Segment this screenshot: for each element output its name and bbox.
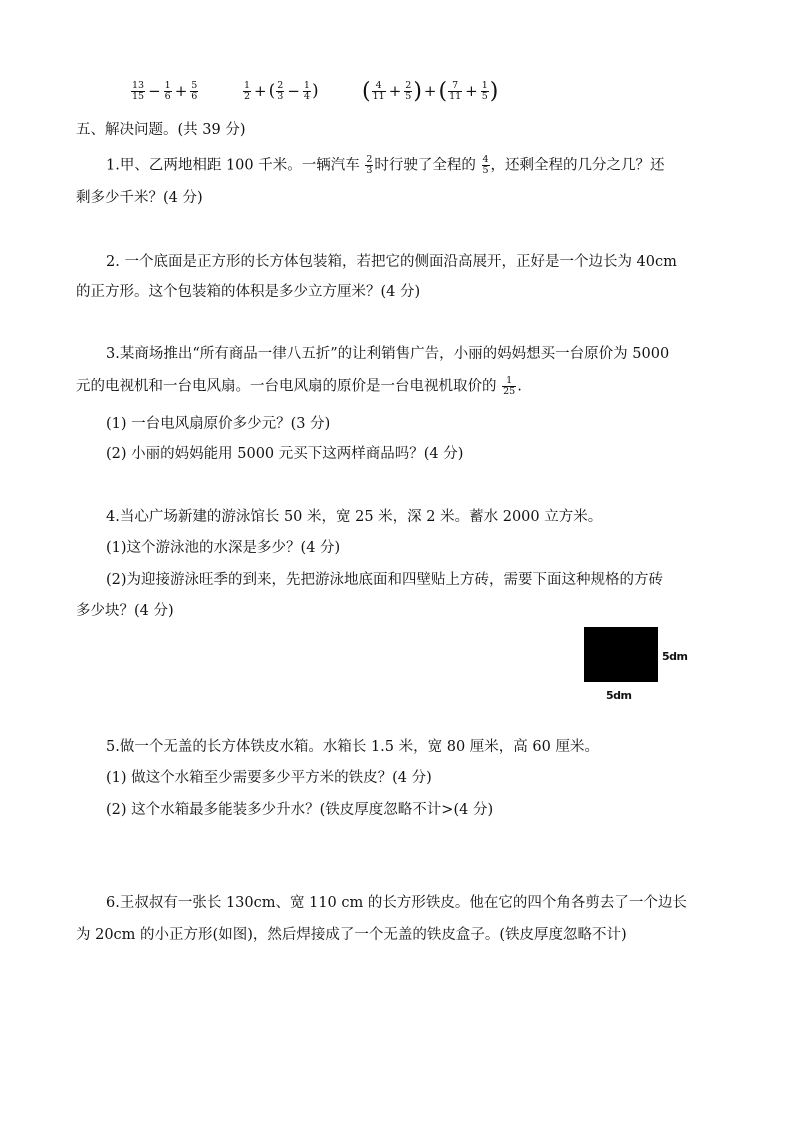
question-3-line-2 <box>76 376 522 397</box>
parenthesis: ( <box>362 78 371 104</box>
fraction: $\frac{1}{2}$ <box>244 79 251 102</box>
parenthesis: ( <box>438 78 448 104</box>
question-5-line-1: 5.做一个无盖的长方体铁皮水箱。水箱长 1.5 米，宽 80 厘米，高 60 厘米。 <box>106 739 599 755</box>
operator: + <box>465 82 478 100</box>
question-4-sub-2-line-2: 多少块？(4 分) <box>76 603 174 619</box>
expression-2 <box>242 76 319 106</box>
q1-text-c: ，还剩全程的几分之几？还 <box>490 157 665 174</box>
parenthesis: ( <box>268 81 276 101</box>
q3-fraction: $\frac{1}{25}$ <box>503 375 516 397</box>
operator: + <box>254 82 267 100</box>
section-title: 五、解决问题。(共 39 分) <box>76 122 246 138</box>
question-2-line-1: 2. 一个底面是正方形的长方体包装箱，若把它的侧面沿高展开，正好是一个边长为 40cm <box>106 254 677 270</box>
question-1-line-2: 剩多少千米？(4 分) <box>76 190 203 206</box>
question-3-sub-1: (1) 一台电风扇原价多少元？(3 分) <box>106 416 331 432</box>
fraction: $\frac{1}{5}$ <box>481 79 488 102</box>
question-5-sub-2: (2) 这个水箱最多能装多少升水？(铁皮厚度忽略不计>(4 分) <box>106 802 494 818</box>
question-4-line-1: 4.当心广场新建的游泳馆长 50 米，宽 25 米，深 2 米。蓄水 2000 立方米。 <box>106 509 603 525</box>
q3-text-b: . <box>517 378 522 395</box>
operator: + <box>174 82 188 100</box>
square-tile-figure <box>584 627 658 682</box>
q1-text-a: 1.甲、乙两地相距 100 千米。一辆汽车 <box>106 157 365 174</box>
expression-3 <box>362 76 498 106</box>
parenthesis: ) <box>413 78 422 104</box>
fraction: $\frac{1}{6}$ <box>164 79 171 102</box>
parenthesis: ) <box>489 78 499 104</box>
fraction: $\frac{4}{11}$ <box>372 79 385 102</box>
question-4-sub-2-line-1: (2)为迎接游泳旺季的到来，先把游泳地底面和四壁贴上方砖，需要下面这种规格的方砖 <box>106 572 664 588</box>
question-6-line-1: 6.王叔叔有一张长 130cm、宽 110 cm 的长方形铁皮。他在它的四个角各剪去了一个边长 <box>106 895 687 911</box>
fraction: $\frac{13}{15}$ <box>132 79 145 102</box>
question-4-sub-1: (1)这个游泳池的水深是多少？(4 分) <box>106 540 341 556</box>
fraction: $\frac{2}{3}$ <box>277 79 284 102</box>
operator: + <box>423 82 437 100</box>
q1-text-b: 时行驶了全程的 <box>374 157 481 174</box>
expression-1 <box>130 76 199 106</box>
tile-height-label: 5dm <box>662 650 688 663</box>
q3-text-a: 元的电视机和一台电风扇。一台电风扇的原价是一台电视机取价的 <box>76 378 502 395</box>
q1-fraction-1: $\frac{2}{3}$ <box>366 154 373 176</box>
fraction: $\frac{5}{6}$ <box>191 79 198 102</box>
parenthesis: ) <box>311 81 319 101</box>
operator: − <box>287 82 300 100</box>
fraction: $\frac{7}{11}$ <box>449 79 462 102</box>
question-1-line-1 <box>106 155 665 176</box>
q1-fraction-2: $\frac{4}{5}$ <box>482 154 489 176</box>
question-3-line-1: 3.某商场推出“所有商品一律八五折”的让利销售广告，小丽的妈妈想买一台原价为 5000 <box>106 346 670 362</box>
fraction: $\frac{2}{5}$ <box>405 79 412 102</box>
operator: + <box>388 82 402 100</box>
question-5-sub-1: (1) 做这个水箱至少需要多少平方米的铁皮？(4 分) <box>106 770 432 786</box>
fraction: $\frac{1}{4}$ <box>303 79 310 102</box>
question-6-line-2: 为 20cm 的小正方形(如图)，然后焊接成了一个无盖的铁皮盒子。(铁皮厚度忽略不计) <box>76 927 627 943</box>
question-2-line-2: 的正方形。这个包装箱的体积是多少立方厘米？(4 分) <box>76 284 421 300</box>
tile-width-label: 5dm <box>606 689 632 702</box>
question-3-sub-2: (2) 小丽的妈妈能用 5000 元买下这两样商品吗？(4 分) <box>106 446 464 462</box>
operator: − <box>148 82 161 100</box>
